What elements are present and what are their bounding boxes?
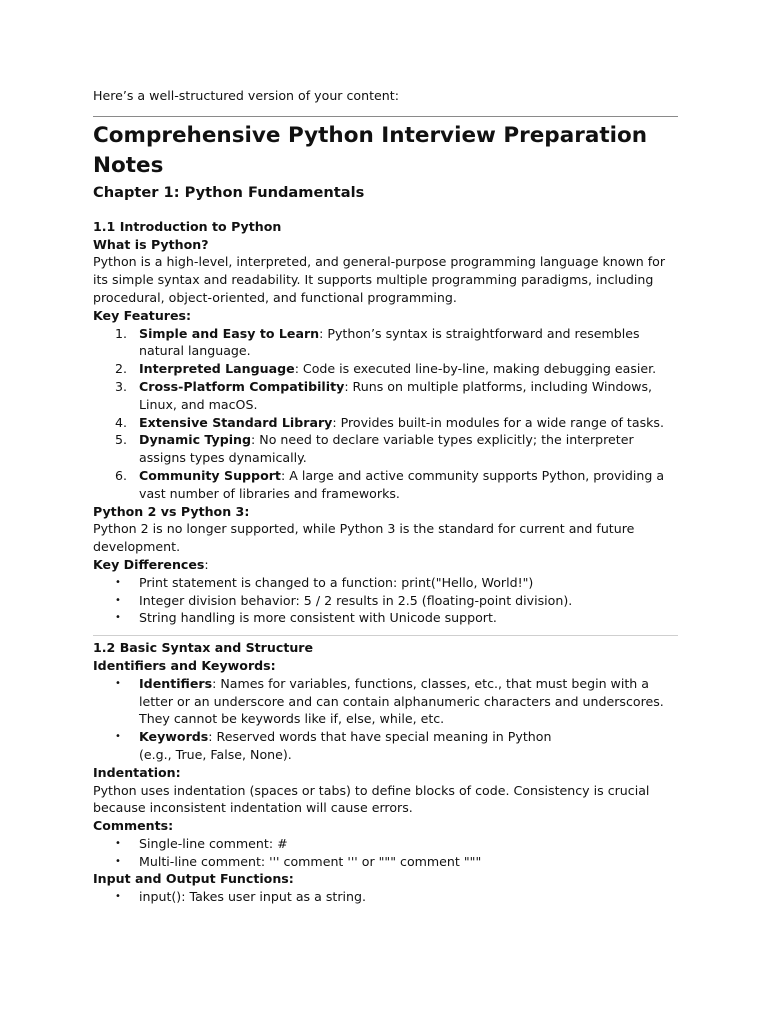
identifiers-keywords-heading: Identifiers and Keywords:: [93, 657, 276, 673]
bullet-icon: •: [115, 576, 121, 588]
feature-description: : Runs on multiple platforms, including Windows, Linux, and macOS.: [139, 378, 653, 412]
list-item-text: String handling is more consistent with Unicode support.: [139, 610, 497, 626]
list-item-text: input(): Takes user input as a string.: [139, 889, 366, 905]
bullet-icon: •: [115, 594, 121, 606]
feature-description: : Python’s syntax is straightforward and resembles natural language.: [139, 325, 640, 359]
list-item: [93, 378, 678, 414]
bullet-icon: •: [115, 612, 121, 624]
list-item-text: Integer division behavior: 5 / 2 results in 2.5 (floating-point division).: [139, 592, 573, 608]
list-number: 2.: [115, 361, 128, 377]
key-features-list: [93, 325, 678, 503]
input-output-list: [93, 888, 678, 906]
identifiers-keywords-list: [93, 675, 678, 764]
what-is-python-heading: What is Python?: [93, 236, 209, 252]
feature-term: Extensive Standard Library: [139, 414, 333, 430]
what-is-python-text: Python is a high-level, interpreted, and general-purpose programming language known for its simple syntax and readability. It supports multiple programming paradigms, including procedural, object-oriented, and functional programming.: [93, 254, 666, 305]
section-1-1-title: 1.1 Introduction to Python: [93, 218, 282, 234]
bullet-icon: •: [115, 891, 121, 903]
list-number: 6.: [115, 467, 128, 483]
feature-description: : Provides built-in modules for a wide range of tasks.: [332, 414, 664, 430]
bullet-icon: •: [115, 837, 121, 849]
feature-term: Community Support: [139, 467, 281, 483]
list-item: [93, 609, 678, 627]
list-item: [93, 853, 678, 871]
feature-term: Simple and Easy to Learn: [139, 325, 320, 341]
list-item-term: Identifiers: [139, 675, 213, 691]
document-title: Comprehensive Python Interview Preparation Notes: [93, 122, 648, 178]
bullet-icon: •: [115, 731, 121, 743]
comments-heading: Comments:: [93, 818, 174, 834]
list-item-text: Single-line comment: #: [139, 835, 288, 851]
list-item-term: Keywords: [139, 729, 209, 745]
feature-term: Dynamic Typing: [139, 432, 252, 448]
feature-description: : Code is executed line-by-line, making debugging easier.: [294, 361, 657, 377]
list-item: [93, 675, 678, 728]
bullet-icon: •: [115, 677, 121, 689]
key-differences-list: [93, 574, 678, 627]
list-item: [93, 592, 678, 610]
chapter-heading: Chapter 1: Python Fundamentals: [93, 183, 365, 201]
document-page: [93, 87, 678, 906]
python2-vs-python3-text: Python 2 is no longer supported, while Python 3 is the standard for current and future development.: [93, 521, 635, 555]
section-1-2-title: 1.2 Basic Syntax and Structure: [93, 640, 314, 656]
list-item-text: Print statement is changed to a function: print("Hello, World!"): [139, 574, 534, 590]
list-item-text: : Reserved words that have special meaning in Python: [208, 729, 552, 745]
feature-term: Cross-Platform Compatibility: [139, 378, 345, 394]
key-features-heading: Key Features:: [93, 307, 192, 323]
bullet-icon: •: [115, 855, 121, 867]
list-item: [93, 888, 678, 906]
heading-divider: [93, 116, 678, 117]
list-item-text: : Names for variables, functions, classes, etc., that must begin with a letter or an underscore and can contain alphanumeric characters and underscores. They cannot be keywords like if, else, while, etc.: [139, 675, 664, 727]
list-number: 4.: [115, 414, 128, 430]
key-differences-heading-line: [93, 556, 678, 574]
key-differences-heading: Key Differences: [93, 556, 205, 572]
list-item: [93, 574, 678, 592]
list-item-text-continued: (e.g., True, False, None).: [139, 746, 292, 762]
list-item: [93, 431, 678, 467]
list-item: [93, 728, 678, 764]
list-item: [93, 414, 678, 432]
comments-list: [93, 835, 678, 871]
indentation-heading: Indentation:: [93, 764, 181, 780]
list-item: [93, 467, 678, 503]
key-differences-colon: :: [204, 556, 209, 572]
indentation-text: Python uses indentation (spaces or tabs) to define blocks of code. Consistency is crucial because inconsistent indentation will cause errors.: [93, 782, 650, 816]
list-item: [93, 360, 678, 378]
feature-term: Interpreted Language: [139, 361, 295, 377]
feature-description: : A large and active community supports Python, providing a vast number of libraries and frameworks.: [139, 467, 665, 501]
list-item: [93, 835, 678, 853]
list-item: [93, 325, 678, 361]
intro-text: Here’s a well-structured version of your content:: [93, 88, 399, 103]
list-number: 3.: [115, 378, 128, 394]
list-item-text: Multi-line comment: ''' comment ''' or """ comment """: [139, 853, 482, 869]
python2-vs-python3-heading: Python 2 vs Python 3:: [93, 503, 250, 519]
feature-description: : No need to declare variable types explicitly; the interpreter assigns types dynamically.: [139, 432, 634, 466]
list-number: 5.: [115, 432, 128, 448]
list-number: 1.: [115, 325, 128, 341]
input-output-heading: Input and Output Functions:: [93, 871, 294, 887]
